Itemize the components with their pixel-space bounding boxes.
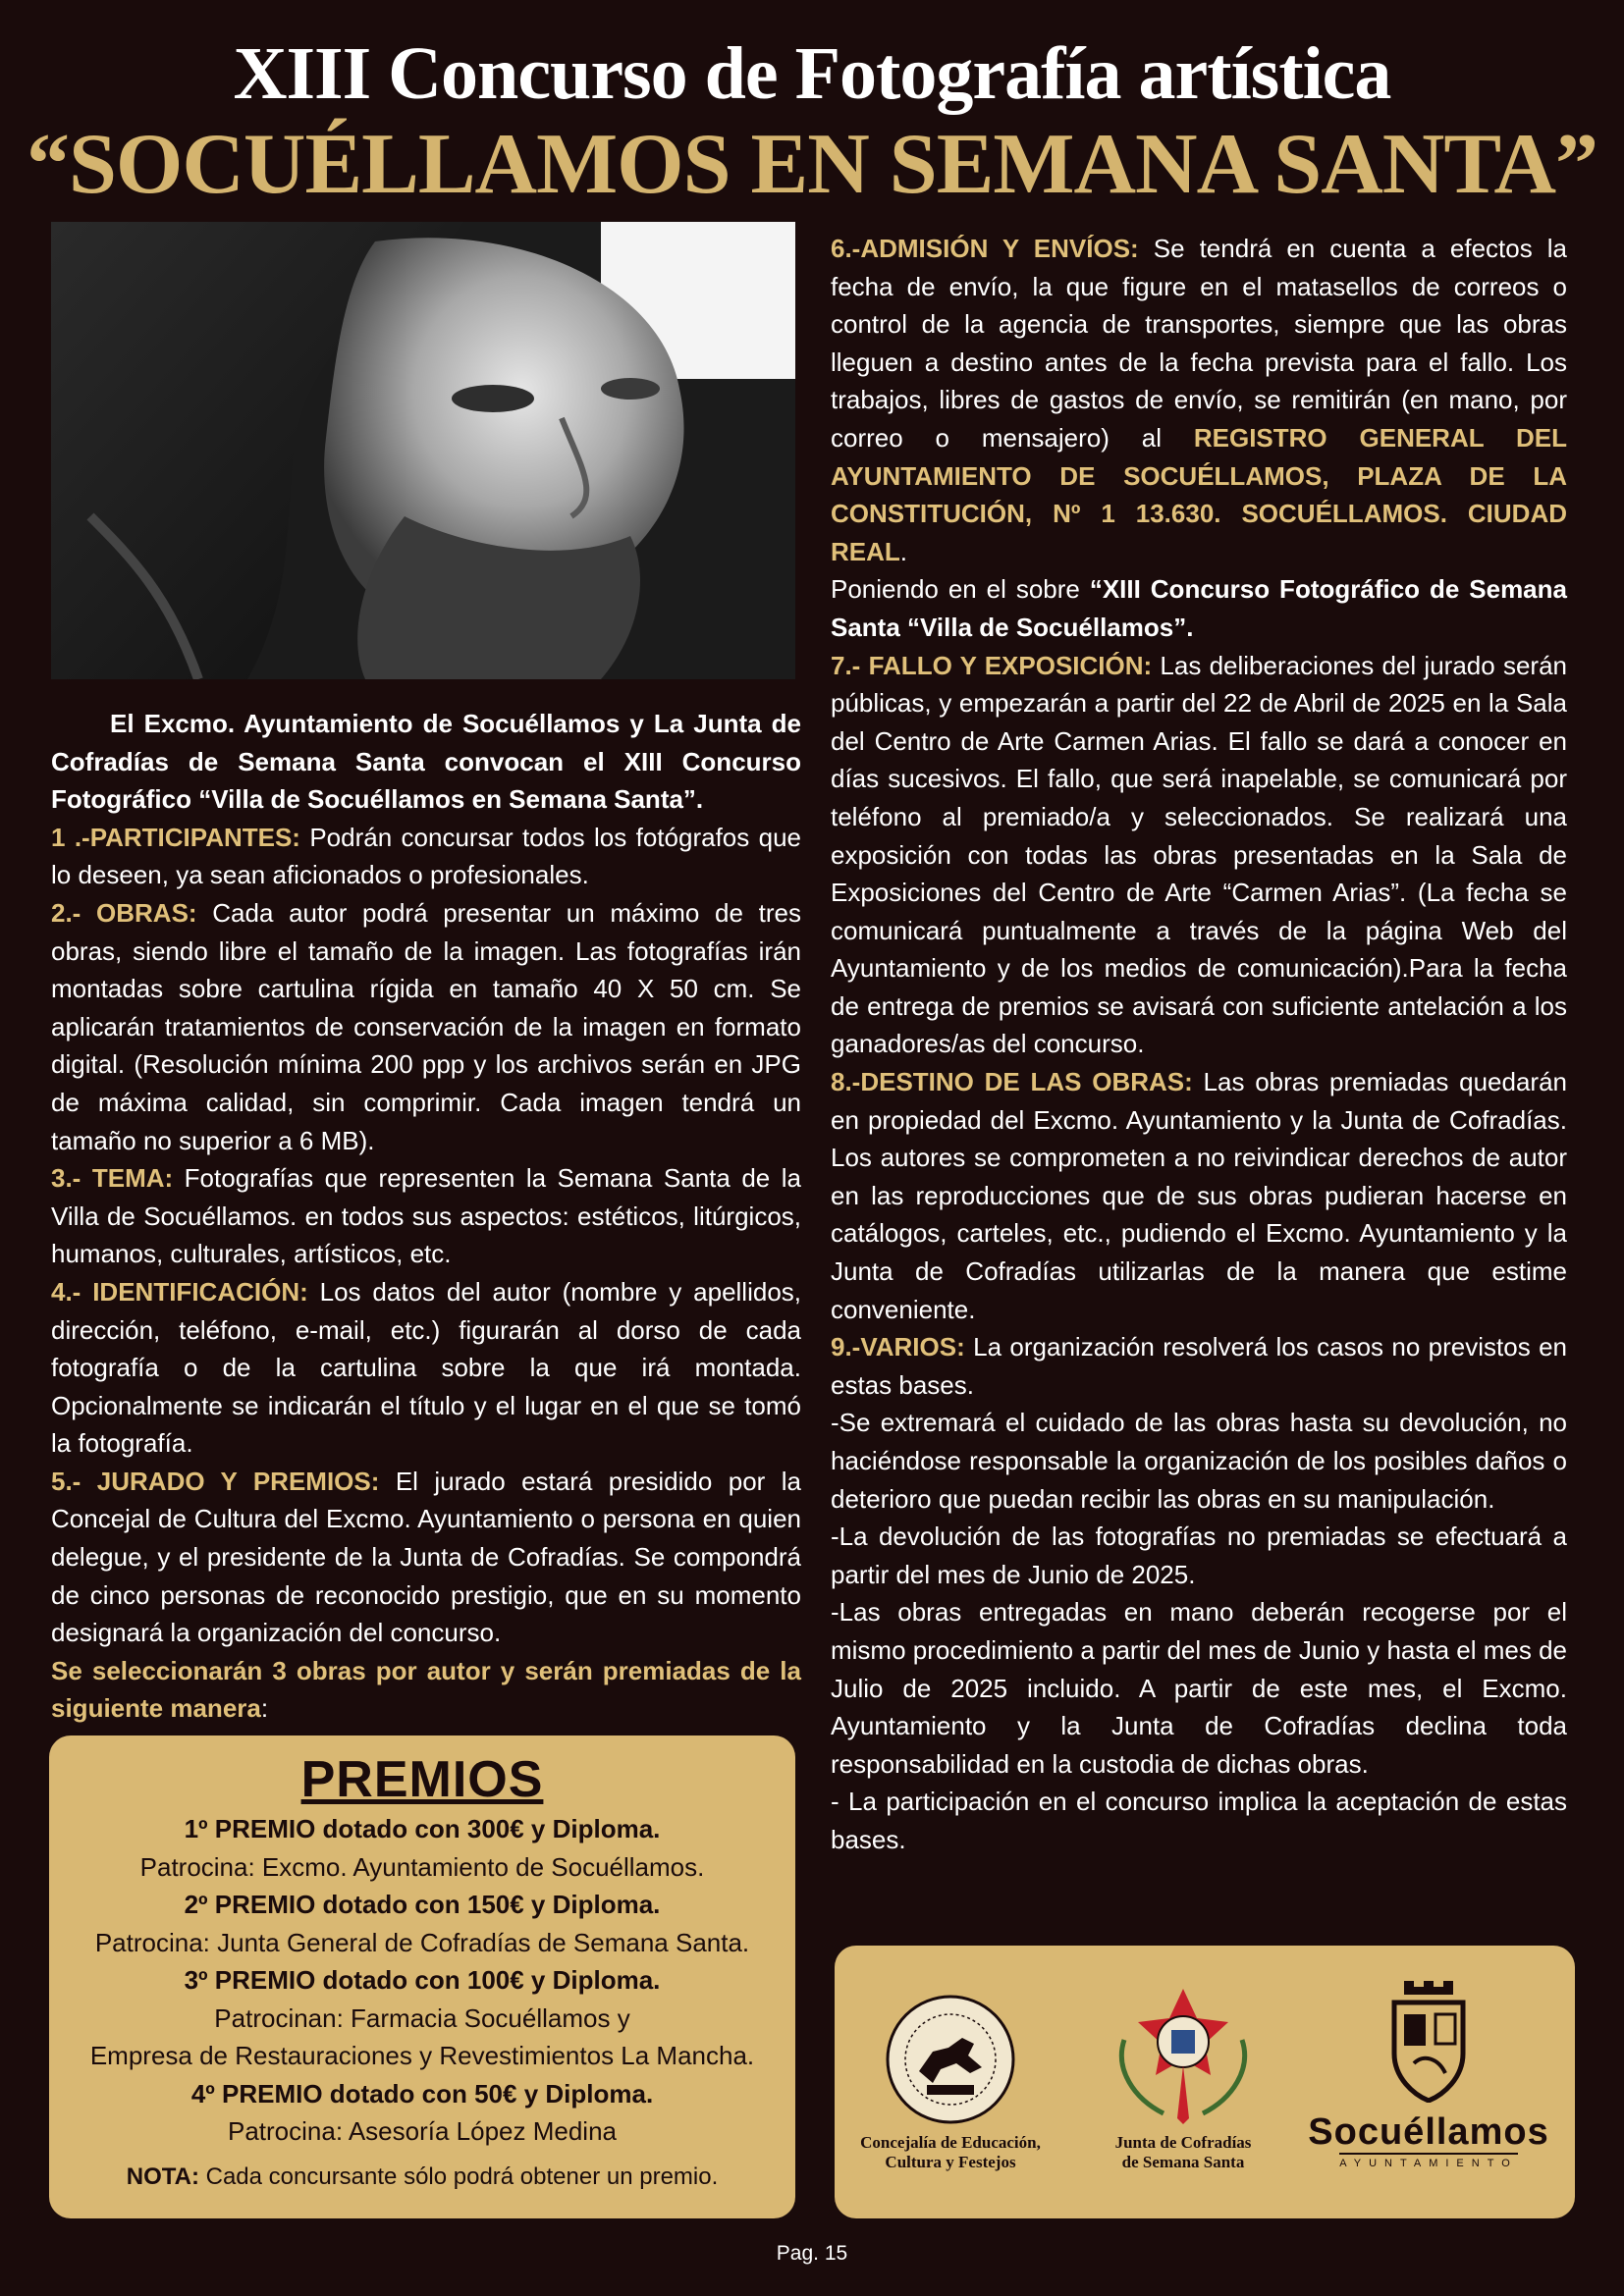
prize-line: 3º PREMIO dotado con 100€ y Diploma.: [184, 1965, 661, 1995]
page-number: Pag. 15: [776, 2242, 848, 2265]
intro-paragraph: El Excmo. Ayuntamiento de Socuéllamos y La Junta de Cofradías de Semana Santa convocan el XIII Concurso Fotográfico “Villa de Socuéllamos en Semana Santa”.: [51, 709, 801, 815]
junta-emblem-icon: [1095, 1981, 1272, 2128]
rule-text: Cada autor podrá presentar un máximo de tres obras, siendo libre el tamaño de la imagen. Las fotografías irán montadas sobre cartulina rígida en tamaño 40 X 50 cm. Se aplicarán tratamientos de conservación de la imagen en formato digital. (Resolución mínima 200 ppp y los archivos serán en JPG de máxima calidad, sin comprimir. Cada imagen tendrá un tamaño no superior a 6 MB).: [51, 897, 801, 1155]
prize-sponsor: Empresa de Restauraciones y Revestimientos La Mancha.: [89, 2041, 755, 2070]
prize-line: 1º PREMIO dotado con 300€ y Diploma.: [184, 1814, 661, 1843]
concejalia-caption-2: Cultura y Festejos: [885, 2153, 1016, 2171]
prize-sponsor: Patrocina: Excmo. Ayuntamiento de Socuéllamos.: [139, 1851, 705, 1882]
prizes-box: [49, 1735, 795, 2218]
concejalia-seal-icon: [872, 1991, 1029, 2128]
rule-heading: 4.- IDENTIFICACIÓN:: [51, 1276, 308, 1307]
rule-fallo: 7.- FALLO Y EXPOSICIÓN: Las deliberaciones del jurado serán públicas, y empezarán a partir del 22 de Abril de 2025 en la Sala del Centro de Arte Carmen Arias. El fallo se dará a conocer en días sucesivos. El fallo, que será inapelable, se comunicará por teléfono al premiado/a y seleccionados. Se realizará una exposición con todas las obras presentadas en la Sala de Exposiciones del Centro de Arte “Carmen Arias”. (La fecha se comunicará puntualmente a través de la página Web del Ayuntamiento y de los medios de comunicación).Para la fecha de entrega de premios se avisará con suficiente antelación a los ganadores/as del concurso.: [831, 650, 1567, 1059]
prize-line: 4º PREMIO dotado con 50€ y Diploma.: [190, 2078, 654, 2109]
rule-participantes: [51, 819, 801, 894]
ayuntamiento-sub: AYUNTAMIENTO: [1339, 2153, 1518, 2170]
rule-text: Los datos del autor (nombre y apellidos, dirección, teléfono, e-mail, etc.) figurarán al dorso de cada fotografía o de la cartulina sobre la que irá montada. Opcionalmente se indicarán el título y el lugar en el que se tomó la fotografía.: [51, 1276, 802, 1459]
page-subtitle: “SOCUÉLLAMOS EN SEMANA SANTA”: [26, 117, 1598, 212]
prize-line: 2º PREMIO dotado con 150€ y Diploma.: [184, 1890, 661, 1919]
junta-caption-2: de Semana Santa: [1121, 2153, 1245, 2171]
left-column: [51, 705, 801, 1728]
ayuntamiento-logo: [1286, 1975, 1571, 2171]
rule-varios: 9.-VARIOS: La organización resolverá los casos no previstos en estas bases.: [831, 1332, 1567, 1400]
prize-sponsor: Patrocinan: Farmacia Socuéllamos y: [214, 2002, 630, 2033]
ayuntamiento-shield-icon: [1384, 1975, 1473, 2103]
envelope-note: Poniendo en el sobre “XIII Concurso Fotográfico de Semana Santa “Villa de Socuéllamos”.: [831, 574, 1567, 642]
concejalia-logo: [842, 1991, 1058, 2172]
prizes-title: PREMIOS: [300, 1751, 544, 1808]
rule-identificacion: [51, 1273, 801, 1463]
prize-sponsor: Patrocina: Junta General de Cofradías de Semana Santa.: [94, 1927, 750, 1957]
rule-heading: 9.-VARIOS:: [831, 1332, 965, 1362]
right-column: [831, 230, 1567, 1859]
junta-cofradias-logo: [1075, 1981, 1291, 2172]
christ-photo: [51, 222, 795, 679]
rule-heading: 2.- OBRAS:: [51, 897, 197, 928]
page-title: XIII Concurso de Fotografía artística: [233, 32, 1391, 115]
varios-item: -Se extremará el cuidado de las obras hasta su devolución, no haciéndose responsable la organización de los posibles daños o deterioro que puedan recibir las obras en su manipulación.: [831, 1408, 1567, 1514]
junta-caption-1: Junta de Cofradías: [1114, 2133, 1252, 2152]
rule-text: Podrán concursar todos los fotógrafos que lo deseen, ya sean aficionados o profesionales.: [51, 822, 801, 890]
rule-jurado: [51, 1463, 801, 1652]
ayuntamiento-brand: Socuéllamos: [1308, 2111, 1549, 2153]
rule-heading: 5.- JURADO Y PREMIOS:: [51, 1466, 380, 1496]
prizes-note: NOTA: Cada concursante sólo podrá obtener un premio.: [126, 2163, 719, 2190]
rule-text: Fotografías que representen la Semana Santa de la Villa de Socuéllamos. en todos sus aspectos: estéticos, litúrgicos, humanos, culturales, artísticos, etc.: [51, 1163, 801, 1269]
rule-heading: 3.- TEMA:: [51, 1163, 174, 1194]
registry-address: REGISTRO GENERAL DEL AYUNTAMIENTO DE SOCUÉLLAMOS, PLAZA DE LA CONSTITUCIÓN, Nº 1 13.630. SOCUÉLLAMOS. CIUDAD REAL: [831, 422, 1567, 566]
rule-tema: [51, 1159, 801, 1273]
selection-note: Se seleccionarán 3 obras por autor y serán premiadas de la siguiente manera:: [51, 1655, 801, 1724]
rule-heading: 7.- FALLO Y EXPOSICIÓN:: [831, 650, 1153, 680]
rule-destino: 8.-DESTINO DE LAS OBRAS: Las obras premiadas quedarán en propiedad del Excmo. Ayuntamiento y la Junta de Cofradías. Los autores se comprometen a no reivindicar derechos de autor en las reproducciones que de sus obras pudieran hacerse en catálogos, carteles, etc., pudiendo el Excmo. Ayuntamiento y la Junta de Cofradías utilizarlas de la manera que estime conveniente.: [831, 1067, 1568, 1324]
rule-heading: 6.-ADMISIÓN Y ENVÍOS:: [831, 234, 1139, 263]
rule-obras: [51, 894, 801, 1159]
christ-face-illustration: [51, 222, 795, 679]
concejalia-caption-1: Concejalía de Educación,: [860, 2133, 1041, 2152]
varios-item: -Las obras entregadas en mano deberán recogerse por el mismo procedimiento a partir del mes de Junio y hasta el mes de Julio de 2025 incluido. A partir de este mes, el Excmo. Ayuntamiento y la Junta de Cofradías declina toda responsabilidad en la custodia de dichas obras.: [831, 1597, 1568, 1779]
rule-text: El jurado estará presidido por la Concejal de Cultura del Excmo. Ayuntamiento o persona en quien delegue, y el presidente de la Junta de Cofradías. Se compondrá de cinco personas de reconocido prestigio, que en su momento designará la organización del concurso.: [51, 1466, 801, 1648]
varios-item: -La devolución de las fotografías no premiadas se efectuará a partir del mes de Junio de 2025.: [831, 1522, 1567, 1589]
prize-sponsor: Patrocina: Asesoría López Medina: [227, 2116, 618, 2146]
sponsor-logos-box: [835, 1946, 1575, 2218]
rule-heading: 8.-DESTINO DE LAS OBRAS:: [831, 1067, 1193, 1097]
rule-admision: 6.-ADMISIÓN Y ENVÍOS: Se tendrá en cuenta a efectos la fecha de envío, la que figure en el matasellos de correos o control de la agencia de transportes, siempre que las obras lleguen a destino antes de la fecha prevista para el fallo. Los trabajos, libres de gastos de envío, se remitirán (en mano, por correo o mensajero) al REGISTRO GENERAL DEL AYUNTAMIENTO DE SOCUÉLLAMOS, PLAZA DE LA CONSTITUCIÓN, Nº 1 13.630. SOCUÉLLAMOS. CIUDAD REAL.: [831, 234, 1567, 566]
rule-heading: 1 .-PARTICIPANTES:: [51, 822, 300, 852]
varios-item: - La participación en el concurso implica la aceptación de estas bases.: [831, 1787, 1567, 1854]
